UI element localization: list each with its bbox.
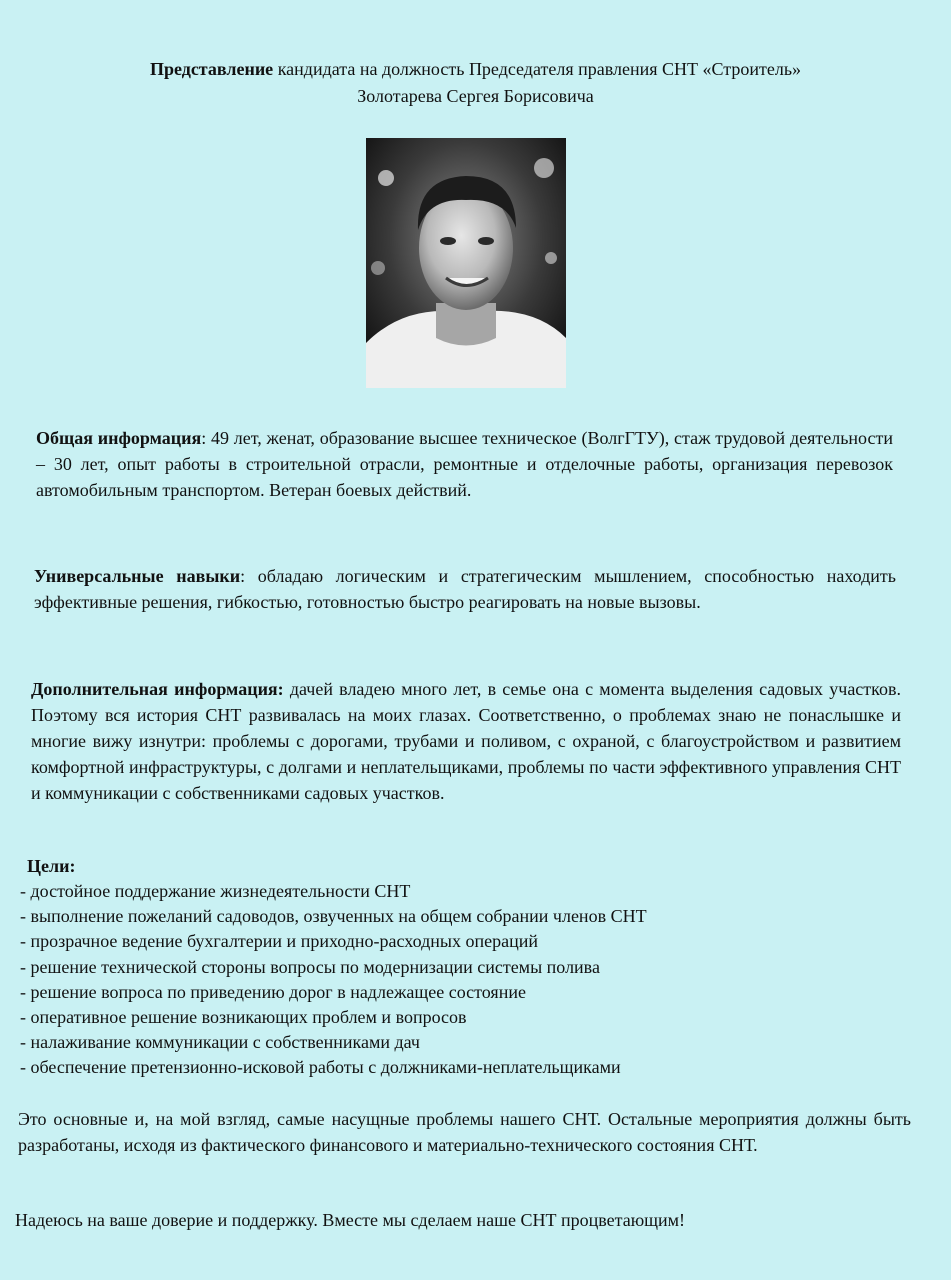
general-info-text: : 49 лет, женат, образование высшее техническое (ВолгГТУ), стаж трудовой деятельности – 30 лет, опыт работы в строительной отрасли, ремонтные и отделочные работы, организация перевозок автомобильным транспортом. Ветеран боевых действий. [36,428,893,500]
skills-heading: Универсальные навыки [34,566,241,586]
list-item: - прозрачное ведение бухгалтерии и приходно-расходных операций [20,931,538,952]
list-item: - решение вопроса по приведению дорог в надлежащее состояние [20,981,526,1002]
title-rest: кандидата на должность Председателя правления СНТ «Строитель» [273,59,802,79]
additional-info-text: дачей владею много лет, в семье она с момента выделения садовых участков. Поэтому вся история СНТ развивалась на моих глазах. Соответственно, о проблемах знаю не понаслышке и многие вижу изнутри: проблемы с дорогами, трубами и поливом, с охраной, с благоустройством и развитием комфортной инфраструктуры, с долгами и неплательщиками, проблемы по части эффективного управления СНТ и коммуникации с собственниками садовых участков. [31,679,901,803]
list-item: - решение технической стороны вопросы по модернизации системы полива [20,956,600,977]
additional-info-heading: Дополнительная информация: [31,679,284,699]
goals-list [20,879,647,1081]
list-item: - налаживание коммуникации с собственниками дач [20,1032,420,1053]
goals-heading: Цели: [27,856,76,876]
candidate-name: Золотарева Сергея Борисовича [357,86,594,106]
skills-text: : обладаю логическим и стратегическим мышлением, способностью находить эффективные решения, гибкостью, готовностью быстро реагировать на новые вызовы. [34,566,896,612]
list-item: - достойное поддержание жизнедеятельности СНТ [20,881,411,901]
closing-paragraph: Это основные и, на мой взгляд, самые насущные проблемы нашего СНТ. Остальные мероприятия должны быть разработаны, исходя из фактического финансового и материально-технического состояния СНТ. [18,1109,911,1155]
final-statement: Надеюсь на ваше доверие и поддержку. Вместе мы сделаем наше СНТ процветающим! [15,1210,686,1230]
general-info-heading: Общая информация [36,428,202,448]
additional-info-paragraph [31,676,901,806]
document-title [0,57,951,81]
list-item: - выполнение пожеланий садоводов, озвученных на общем собрании членов СНТ [20,906,647,927]
portrait-image [366,138,566,388]
title-bold-word: Представление [149,59,274,79]
list-item: - обеспечение претензионно-исковой работы с должниками-неплательщиками [20,1057,621,1078]
list-item: - оперативное решение возникающих проблем и вопросов [20,1006,467,1027]
candidate-photo [366,138,566,388]
skills-paragraph [34,563,896,615]
general-info-paragraph [36,425,893,503]
